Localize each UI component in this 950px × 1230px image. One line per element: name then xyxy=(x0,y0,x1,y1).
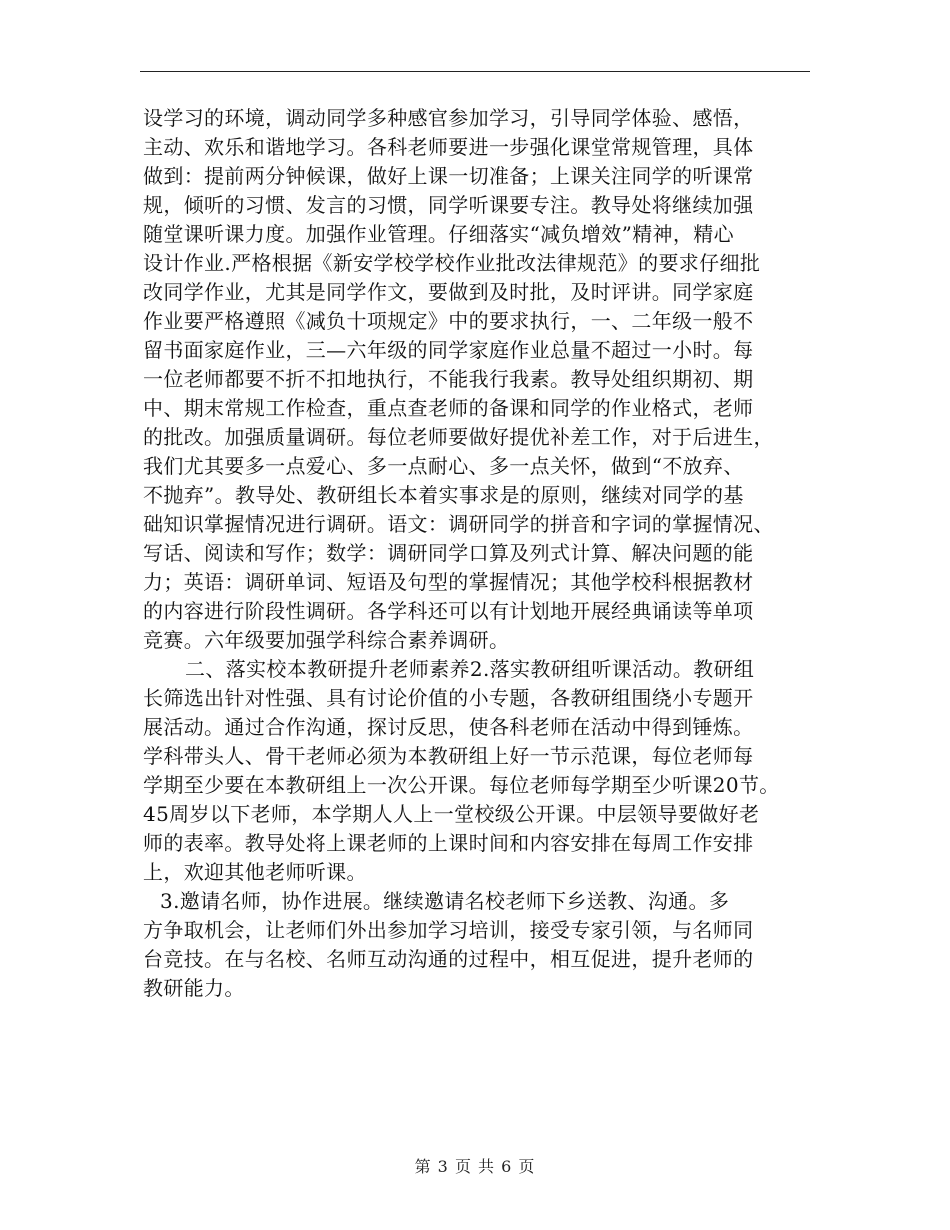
paragraph-start-line: 3.邀请名师，协作进展。继续邀请名校老师下乡送教、沟通。多 xyxy=(160,889,730,913)
text-line: 教研能力。 xyxy=(143,976,245,1000)
text-line: 主动、欢乐和谐地学习。各科老师要进一步强化课堂常规管理，具体 xyxy=(143,135,754,159)
text-line: 长筛选出针对性强、具有讨论价值的小专题，各教研组围绕小专题开 xyxy=(143,686,754,710)
text-line: 的内容进行阶段性调研。各学科还可以有计划地开展经典诵读等单项 xyxy=(143,599,754,623)
text-line: 竞赛。六年级要加强学科综合素养调研。 xyxy=(143,628,510,652)
text-line: 作业要严格遵照《减负十项规定》中的要求执行，一、二年级一般不 xyxy=(143,309,754,333)
text-line: 一位老师都要不折不扣地执行，不能我行我素。教导处组织期初、期 xyxy=(143,367,754,391)
text-line: 设学习的环境，调动同学多种感官参加学习，引导同学体验、感悟， xyxy=(143,106,754,130)
text-line: 的批改。加强质量调研。每位老师要做好提优补差工作，对于后进生， xyxy=(143,425,774,449)
paragraph-start-line: 二、落实校本教研提升老师素养2.落实教研组听课活动。教研组 xyxy=(185,657,755,681)
text-line: 留书面家庭作业，三—六年级的同学家庭作业总量不超过一小时。每 xyxy=(143,338,754,362)
text-line: 力；英语：调研单词、短语及句型的掌握情况；其他学校科根据教材 xyxy=(143,570,754,594)
text-line: 写话、阅读和写作；数学：调研同学口算及列式计算、解决问题的能 xyxy=(143,541,754,565)
text-line: 台竞技。在与名校、名师互动沟通的过程中，相互促进，提升老师的 xyxy=(143,947,754,971)
text-line: 学科带头人、骨干老师必须为本教研组上好一节示范课，每位老师每 xyxy=(143,744,754,768)
text-line: 上，欢迎其他老师听课。 xyxy=(143,860,367,884)
header-rule xyxy=(140,71,810,72)
text-line: 设计作业.严格根据《新安学校学校作业批改法律规范》的要求仔细批 xyxy=(143,251,761,275)
text-line: 做到：提前两分钟候课，做好上课一切准备；上课关注同学的听课常 xyxy=(143,164,754,188)
text-line: 础知识掌握情况进行调研。语文：调研同学的拼音和字词的掌握情况、 xyxy=(143,512,774,536)
document-body xyxy=(143,104,843,1003)
page-number: 第 3 页 共 6 页 xyxy=(414,1157,536,1176)
text-line: 我们尤其要多一点爱心、多一点耐心、多一点关怀，做到“不放弃、 xyxy=(143,454,744,478)
text-line: 展活动。通过合作沟通，探讨反思，使各科老师在活动中得到锤炼。 xyxy=(143,715,754,739)
text-line: 不抛弃”。教导处、教研组长本着实事求是的原则，继续对同学的基 xyxy=(143,483,744,507)
text-line: 学期至少要在本教研组上一次公开课。每位老师每学期至少听课20节。 xyxy=(143,773,780,797)
text-line: 师的表率。教导处将上课老师的上课时间和内容安排在每周工作安排 xyxy=(143,831,754,855)
text-line: 方争取机会，让老师们外出参加学习培训，接受专家引领，与名师同 xyxy=(143,918,754,942)
text-line: 随堂课听课力度。加强作业管理。仔细落实“减负增效”精神，精心 xyxy=(143,222,734,246)
text-line: 中、期末常规工作检查，重点查老师的备课和同学的作业格式，老师 xyxy=(143,396,754,420)
text-line: 45周岁以下老师，本学期人人上一堂校级公开课。中层领导要做好老 xyxy=(143,802,760,826)
text-line: 规，倾听的习惯、发言的习惯，同学听课要专注。教导处将继续加强 xyxy=(143,193,754,217)
text-line: 改同学作业，尤其是同学作文，要做到及时批，及时评讲。同学家庭 xyxy=(143,280,754,304)
